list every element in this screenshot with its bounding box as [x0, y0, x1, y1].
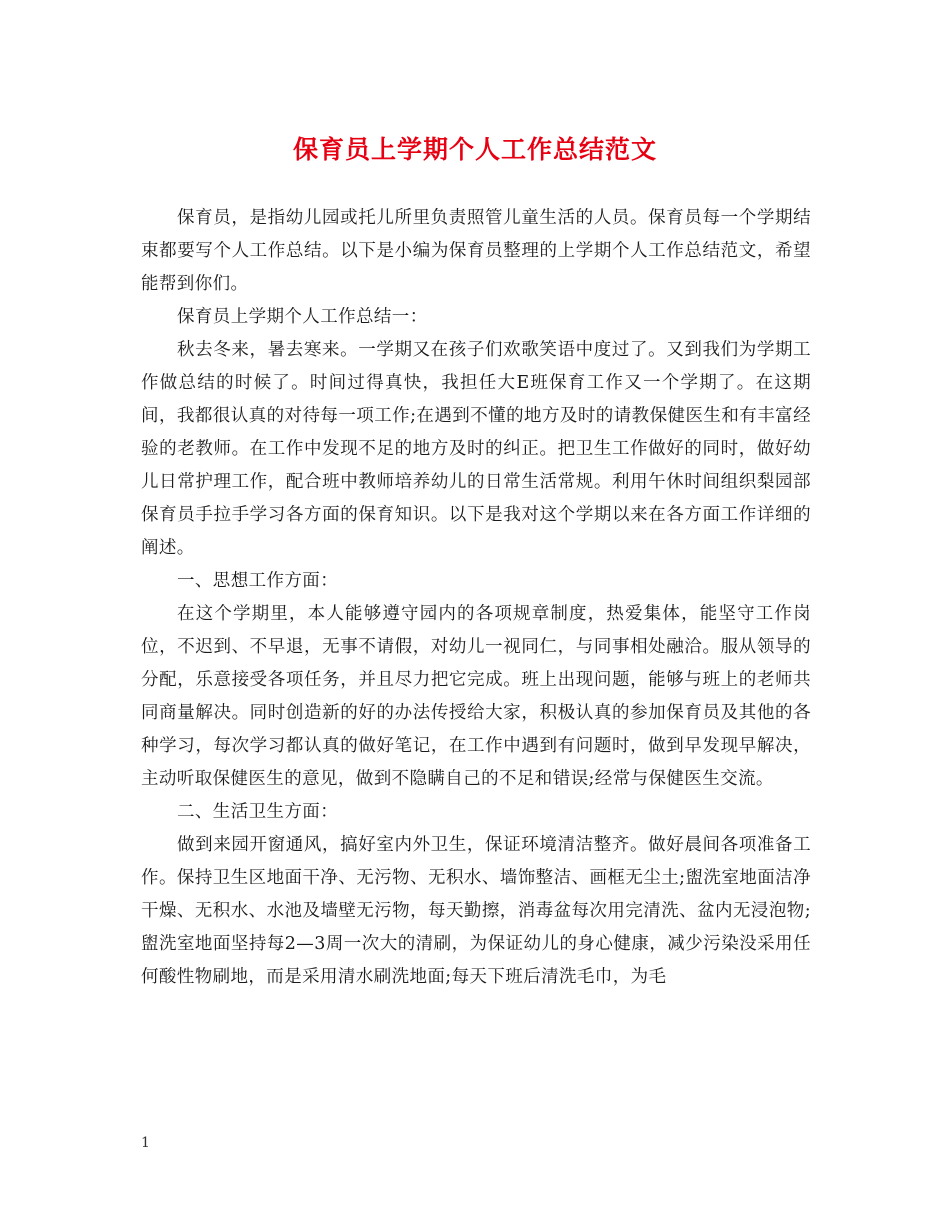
paragraph-ideology: 在这个学期里，本人能够遵守园内的各项规章制度，热爱集体，能坚守工作岗位，不迟到、不早退，无事不请假，对幼儿一视同仁，与同事相处融洽。服从领导的分配，乐意接受各项任务，并且尽力把它完成。班上出现问题，能够与班上的老师共同商量解决。同时创造新的好的办法传授给大家，积极认真的参加保育员及其他的各种学习，每次学习都认真的做好笔记，在工作中遇到有问题时，做到早发现早解决，主动听取保健医生的意见，做到不隐瞒自己的不足和错误;经常与保健医生交流。 [141, 604, 811, 789]
document-title: 保育员上学期个人工作总结范文 [292, 135, 657, 164]
paragraph-overview: 秋去冬来，暑去寒来。一学期又在孩子们欢歌笑语中度过了。又到我们为学期工作做总结的时候了。时间过得真快，我担任大E班保育工作又一个学期了。在这期间，我都很认真的对待每一项工作;在遇到不懂的地方及时的请教保健医生和有丰富经验的老教师。在工作中发现不足的地方及时的纠正。把卫生工作做好的同时，做好幼儿日常护理工作，配合班中教师培养幼儿的日常生活常规。利用午休时间组织梨园部保育员手拉手学习各方面的保育知识。以下是我对这个学期以来在各方面工作详细的阐述。 [141, 340, 811, 558]
paragraph-heading-hygiene: 二、生活卫生方面： [177, 802, 339, 822]
document-body [141, 202, 811, 994]
paragraph-heading-summary-one: 保育员上学期个人工作总结一： [177, 307, 428, 327]
paragraph-hygiene: 做到来园开窗通风，搞好室内外卫生，保证环境清洁整齐。做好晨间各项准备工作。保持卫生区地面干净、无污物、无积水、墙饰整洁、画框无尘土;盥洗室地面洁净干燥、无积水、水池及墙壁无污物，每天勤擦，消毒盆每次用完清洗、盆内无浸泡物;盥洗室地面坚持每2—3周一次大的清刷，为保证幼儿的身心健康，减少污染没采用任何酸性物刷地，而是采用清水刷洗地面;每天下班后清洗毛巾，为毛 [141, 835, 811, 987]
paragraph-intro: 保育员，是指幼儿园或托儿所里负责照管儿童生活的人员。保育员每一个学期结束都要写个人工作总结。以下是小编为保育员整理的上学期个人工作总结范文，希望能帮到你们。 [141, 208, 811, 294]
page-number: 1 [141, 1135, 150, 1151]
paragraph-heading-ideology: 一、思想工作方面： [177, 571, 339, 591]
